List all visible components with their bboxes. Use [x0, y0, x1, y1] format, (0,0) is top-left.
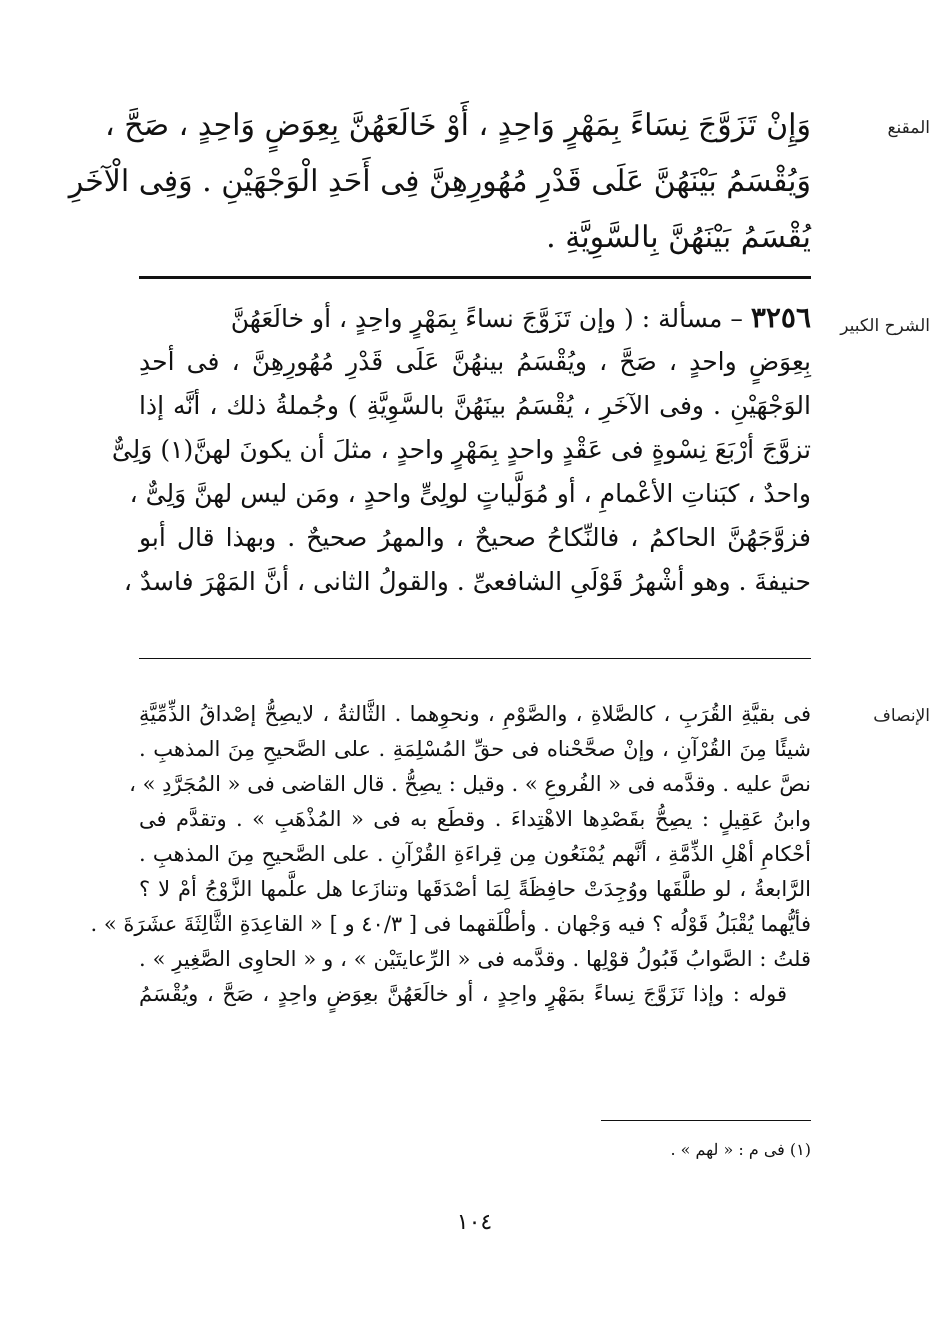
text-line: نصَّ عليه . وقدَّمه فى « الفُروعِ » . وقيل : يصِحُّ . قال القاضى فى « المُجَرَّدِ » ،	[129, 772, 811, 796]
text-line: يُقْسَمُ بَيْنَهُنَّ بِالسَّوِيَّةِ .	[546, 220, 811, 255]
issue-number: ٣٢٥٦	[750, 301, 811, 334]
text-line: بِعِوَضٍ واحدٍ ، صَحَّ ، ويُقْسَمُ بينهُنَّ عَلَى قَدْرِ مُهُورِهِنَّ ، فى أحدِ	[139, 347, 811, 376]
text-line: وَيُقْسَمُ بَيْنَهُنَّ عَلَى قَدْرِ مُهُورِهِنَّ فِى أَحَدِ الْوَجْهَيْنِ . وَفِى الْآخَرِ	[68, 164, 811, 199]
text-line: وَإِنْ تَزَوَّجَ نِسَاءً بِمَهْرٍ وَاحِدٍ ، أَوْ خَالَعَهُنَّ بِعِوَضٍ وَاحِدٍ ، صَحَّ ،	[105, 108, 811, 143]
text-line: تزوَّجَ أرْبَعَ نِسْوةٍ فى عَقْدٍ واحدٍ بِمَهْرٍ واحدٍ ، مثلَ أن يكونَ لهنَّ(١) وَلِىٌّ	[111, 435, 811, 464]
section-label-muqni: المقنع	[887, 118, 930, 138]
text-line: وابنُ عَقِيلٍ : يصِحُّ بقَصْدِها الاهْتِداءَ . وقطَع به فى « المُذْهَبِ » . وتقدَّم فى	[139, 807, 811, 831]
section-label-insaf: الإنصاف	[873, 706, 930, 726]
text-line: أحْكامِ أهْلِ الذِّمَّةِ ، أنَّهم يُمْنَعُون مِن قِراءَةِ القُرْآنِ . على الصَّحيحِ مِنَ المذهبِ .	[139, 842, 811, 866]
section-divider	[139, 658, 811, 659]
text-line: فى بقيَّةِ القُرَبِ ، كالصَّلاةِ ، والصَّوْمِ ، ونحوِهما . الثَّالثةُ ، لايصِحُّ إصْداقُ الذِّمِّيَّةِ	[139, 702, 811, 726]
text-line: فزوَّجَهُنَّ الحاكمُ ، فالنِّكاحُ صحيحٌ ، والمهرُ صحيحٌ . وبهذا قال أبو	[139, 523, 811, 552]
section-divider	[139, 276, 811, 279]
text-line: قوله : وإذا تَزَوَّجَ نِساءً بمَهْرٍ واحِدٍ ، أو خالَعَهُنَّ بعِوَضٍ واحِدٍ ، صَحَّ ، ويُقْسَمُ	[139, 982, 787, 1006]
text-line: الوَجْهَيْنِ . وفى الآخَرِ ، يُقْسَمُ بينَهُنَّ بالسَّوِيَّةِ ) وجُملةُ ذلك ، أنَّه إذا	[139, 391, 811, 420]
footnote-divider	[601, 1120, 811, 1121]
text-line: واحدٌ ، كبَناتِ الأعْمامِ ، أو مُوَلَّياتٍ لولِىٍّ واحدٍ ، ومَن ليس لهنَّ وَلِىٌّ ،	[129, 479, 811, 508]
section-label-sharh: الشرح الكبير	[840, 316, 930, 336]
footnote: (١) فى م : « لهم » .	[670, 1140, 811, 1159]
text-line	[139, 296, 811, 340]
text-line: حنيفةَ . وهو أشْهرُ قَوْلَىِ الشافعىِّ . والقولُ الثانى ، أنَّ المَهْرَ فاسدٌ ،	[123, 567, 811, 596]
muqni-text	[68, 98, 811, 266]
text-line: شيئًا مِنَ القُرْآنِ ، وإنْ صحَّحْناه فى حقِّ المُسْلِمَةِ . على الصَّحيحِ مِنَ المذهبِ .	[139, 737, 811, 761]
text-line: قلتُ : الصَّوابُ قَبُولُ قوْلِها . وقدَّمه فى « الرِّعايتَيْن » ، و « الحاوِى الصَّغِيرِ » .	[139, 947, 811, 971]
issue-text: – مسألة : ( وإن تَزَوَّجَ نساءً بِمَهْرٍ واحِدٍ ، أو خالَعَهُنَّ	[230, 304, 743, 333]
insaf-text	[90, 697, 811, 1012]
sharh-text	[111, 296, 811, 604]
page-number: ١٠٤	[456, 1210, 493, 1235]
text-line: الرَّابعةُ ، لو طلَّقَها ووُجِدَتْ حافِظَةً لِمَا أصْدَقَها وتنازَعا هل علَّمها الزَّوْجُ أمْ لا ؟	[139, 877, 811, 901]
text-line: فأيُّهما يُقْبَلُ قَوْلُه ؟ فيه وَجْهان . وأطْلَقهما فى [ ٤٠/٣ و ] « القاعِدَةِ الثَّالِثَةَ عشَرَةَ » .	[90, 912, 811, 936]
